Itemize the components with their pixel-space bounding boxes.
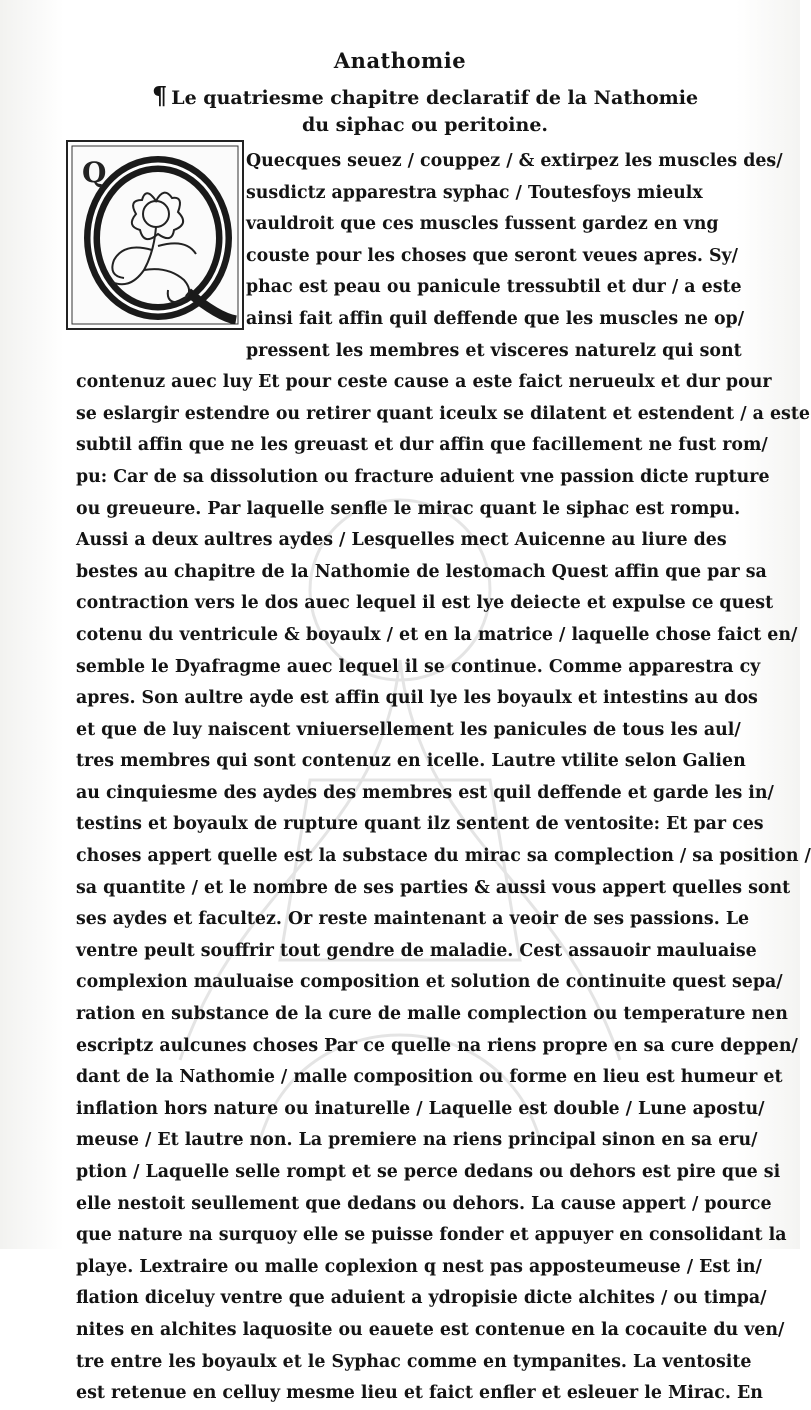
- chapter-heading-line-1: [145, 82, 705, 112]
- text-line: que nature na surquoy elle se puisse fonder et appuyer en consolidant la: [76, 1225, 787, 1246]
- text-line: choses appert quelle est la substace du mirac sa complection / sa position /: [76, 846, 811, 867]
- text-line: contraction vers le dos auec lequel il est lye deiecte et expulse ce quest: [76, 593, 774, 614]
- text-line: au cinquiesme des aydes des membres est quil deffende et garde les in/: [76, 782, 774, 803]
- text-line: ainsi fait affin quil deffende que les muscles ne op/: [246, 308, 745, 329]
- text-line: Quecques seuez / couppez / & extirpez les muscles des/: [246, 151, 783, 171]
- text-line: ption / Laquelle selle rompt et se perce dedans ou dehors est pire que si: [76, 1162, 781, 1182]
- text-line: Aussi a deux aultres aydes / Lesquelles mect Auicenne au liure des: [76, 530, 727, 551]
- text-line: subtil affin que ne les greuast et dur affin que facillement ne fust rom/: [76, 435, 768, 456]
- text-line: apres. Son aultre ayde est affin quil lye les boyaulx et intestins au dos: [76, 688, 758, 709]
- text-line: escriptz aulcunes choses Par ce quelle na riens propre en sa cure deppen/: [76, 1035, 798, 1056]
- text-line: et que de luy naiscent vniuersellement les panicules de tous les aul/: [76, 719, 741, 740]
- text-line: elle nestoit seullement que dedans ou dehors. La cause appert / pource: [76, 1193, 772, 1214]
- running-head: Anathomie: [333, 48, 467, 73]
- text-line: tres membres qui sont contenuz en icelle. Lautre vtilite selon Galien: [76, 751, 746, 772]
- text-line: nites en alchites laquosite ou eauete est contenue en la cocauite du ven/: [76, 1319, 785, 1340]
- text-line: flation diceluy ventre que aduient a ydropisie dicte alchites / ou timpa/: [76, 1288, 767, 1309]
- chapter-heading: [145, 82, 705, 139]
- text-line: phac est peau ou panicule tressubtil et dur / a este: [246, 277, 742, 298]
- text-line: meuse / Et lautre non. La premiere na riens principal sinon en sa eru/: [76, 1130, 758, 1151]
- text-line: cotenu du ventricule & boyaulx / et en la matrice / laquelle chose faict en/: [76, 624, 798, 645]
- text-line: vauldroit que ces muscles fussent gardez en vng: [246, 214, 719, 235]
- svg-text:Q: Q: [82, 156, 107, 189]
- text-line: bestes au chapitre de la Nathomie de lestomach Quest affin que par sa: [76, 561, 767, 582]
- pilcrow-marker: ¶: [151, 81, 168, 110]
- text-line: susdictz apparestra syphac / Toutesfoys mieulx: [246, 182, 703, 203]
- text-line: dant de la Nathomie / malle composition ou forme en lieu est humeur et: [76, 1067, 783, 1088]
- text-line: ses aydes et facultez. Or reste maintenant a veoir de ses passions. Le: [76, 909, 750, 930]
- chapter-heading-text-1: Le quatriesme chapitre declaratif de la Nathomie: [171, 87, 699, 109]
- text-line: contenuz auec luy Et pour ceste cause a este faict nerueulx et dur pour: [76, 372, 772, 393]
- text-line: inflation hors nature ou inaturelle / Laquelle est double / Lune apostu/: [76, 1098, 765, 1119]
- text-line: est retenue en celluy mesme lieu et faict enfler et esleuer le Mirac. En: [76, 1383, 763, 1404]
- text-line: complexion mauluaise composition et solution de continuite quest sepa/: [76, 972, 783, 993]
- text-line: semble le Dyafragme auec lequel il se continue. Comme apparestra cy: [76, 656, 761, 677]
- text-line: se eslargir estendre ou retirer quant iceulx se dilatent et estendent / a este: [76, 403, 810, 424]
- text-line: ou greueure. Par laquelle senfle le mirac quant le siphac est rompu.: [76, 498, 741, 519]
- text-line: pressent les membres et visceres naturelz qui sont: [246, 340, 742, 361]
- text-line: ration en substance de la cure de malle complection ou temperature nen: [76, 1004, 788, 1025]
- chapter-heading-line-2: du siphac ou peritoine.: [301, 114, 549, 136]
- text-line: pu: Car de sa dissolution ou fracture aduient vne passion dicte rupture: [76, 466, 770, 487]
- text-line: playe. Lextraire ou malle coplexion q nest pas apposteumeuse / Est in/: [76, 1256, 762, 1277]
- text-line: testins et boyaulx de rupture quant ilz sentent de ventosite: Et par ces: [76, 814, 764, 835]
- text-line: couste pour les choses que seront veues apres. Sy/: [246, 245, 739, 266]
- text-line: sa quantite / et le nombre de ses parties & aussi vous appert quelles sont: [76, 877, 791, 898]
- text-line: tre entre les boyaulx et le Syphac comme en tympanites. La ventosite: [76, 1351, 752, 1372]
- text-line: ventre peult souffrir tout gendre de maladie. Cest assauoir mauluaise: [76, 940, 757, 961]
- body-text: [76, 146, 811, 1410]
